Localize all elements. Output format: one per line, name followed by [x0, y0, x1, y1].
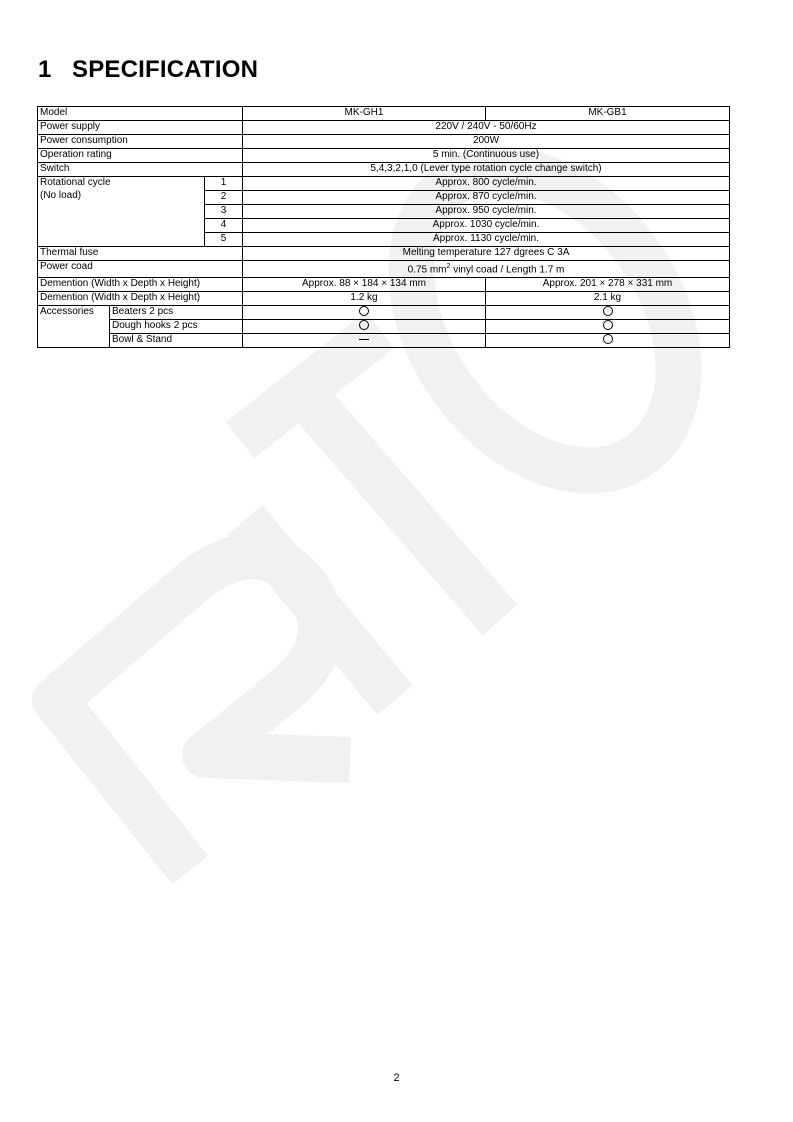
accessory-gh1-mark: [243, 334, 486, 348]
included-circle-icon: [359, 306, 369, 316]
operation-rating-label: Operation rating: [38, 149, 243, 163]
rotational-cycle-value: Approx. 1030 cycle/min.: [243, 219, 730, 233]
weight-label: Demention (Width x Depth x Height): [38, 292, 243, 306]
included-circle-icon: [359, 320, 369, 330]
table-row-rotational-cycle-1: [38, 177, 730, 191]
included-circle-icon: [603, 334, 613, 344]
accessory-gh1-mark: [243, 306, 486, 320]
table-row-model: [38, 107, 730, 121]
table-row-power-supply: [38, 121, 730, 135]
not-included-dash-icon: [359, 339, 369, 340]
power-cord-label: Power coad: [38, 261, 243, 278]
accessory-gb1-mark: [486, 334, 730, 348]
accessory-name: Dough hooks 2 pcs: [110, 320, 243, 334]
power-cord-value-sup: 2: [446, 263, 451, 271]
table-row-thermal-fuse: [38, 247, 730, 261]
section-title: SPECIFICATION: [72, 56, 259, 83]
switch-label: Switch: [38, 163, 243, 177]
table-row-power-cord: [38, 261, 730, 278]
rotational-cycle-step: 1: [205, 177, 243, 191]
table-row-dimension: [38, 278, 730, 292]
model-gh1: MK-GH1: [243, 107, 486, 121]
accessory-gb1-mark: [486, 320, 730, 334]
table-row-weight: [38, 292, 730, 306]
rotational-cycle-step: 2: [205, 191, 243, 205]
accessories-label: Accessories: [38, 306, 110, 348]
dimension-gb1: Approx. 201 × 278 × 331 mm: [486, 278, 730, 292]
table-row-accessory-3: [38, 334, 730, 348]
section-number: 1: [38, 56, 52, 83]
power-consumption-label: Power consumption: [38, 135, 243, 149]
power-supply-label: Power supply: [38, 121, 243, 135]
included-circle-icon: [603, 306, 613, 316]
specification-table: [37, 106, 730, 348]
operation-rating-value: 5 min. (Continuous use): [243, 149, 730, 163]
rotational-cycle-label: [38, 177, 205, 247]
power-cord-value-rest: vinyl coad / Length 1.7 m: [450, 264, 565, 276]
accessory-gb1-mark: [486, 306, 730, 320]
accessory-gh1-mark: [243, 320, 486, 334]
included-circle-icon: [603, 320, 613, 330]
table-row-accessory-2: [38, 320, 730, 334]
rotational-cycle-step: 5: [205, 233, 243, 247]
accessory-name: Bowl & Stand: [110, 334, 243, 348]
dimension-gh1: Approx. 88 × 184 × 134 mm: [243, 278, 486, 292]
model-label: Model: [38, 107, 243, 121]
rotational-cycle-value: Approx. 1130 cycle/min.: [243, 233, 730, 247]
rotational-cycle-value: Approx. 950 cycle/min.: [243, 205, 730, 219]
table-row-operation-rating: [38, 149, 730, 163]
weight-gb1: 2.1 kg: [486, 292, 730, 306]
dimension-label: Demention (Width x Depth x Height): [38, 278, 243, 292]
page-number: 2: [393, 1072, 400, 1084]
rotational-cycle-label-line1: Rotational cycle: [40, 177, 111, 188]
accessory-name: Beaters 2 pcs: [110, 306, 243, 320]
rotational-cycle-step: 4: [205, 219, 243, 233]
table-row-power-consumption: [38, 135, 730, 149]
power-cord-value: [243, 261, 730, 278]
model-gb1: MK-GB1: [486, 107, 730, 121]
power-supply-value: 220V / 240V - 50/60Hz: [243, 121, 730, 135]
table-row-switch: [38, 163, 730, 177]
power-consumption-value: 200W: [243, 135, 730, 149]
rotational-cycle-value: Approx. 870 cycle/min.: [243, 191, 730, 205]
rotational-cycle-value: Approx. 800 cycle/min.: [243, 177, 730, 191]
power-cord-value-main: 0.75 mm: [407, 264, 447, 276]
thermal-fuse-value: Melting temperature 127 dgrees C 3A: [243, 247, 730, 261]
weight-gh1: 1.2 kg: [243, 292, 486, 306]
thermal-fuse-label: Thermal fuse: [38, 247, 243, 261]
rotational-cycle-step: 3: [205, 205, 243, 219]
table-row-accessory-1: [38, 306, 730, 320]
switch-value: 5,4,3,2,1,0 (Lever type rotation cycle change switch): [243, 163, 730, 177]
page-title: [38, 56, 258, 84]
rotational-cycle-label-line2: (No load): [40, 189, 82, 201]
